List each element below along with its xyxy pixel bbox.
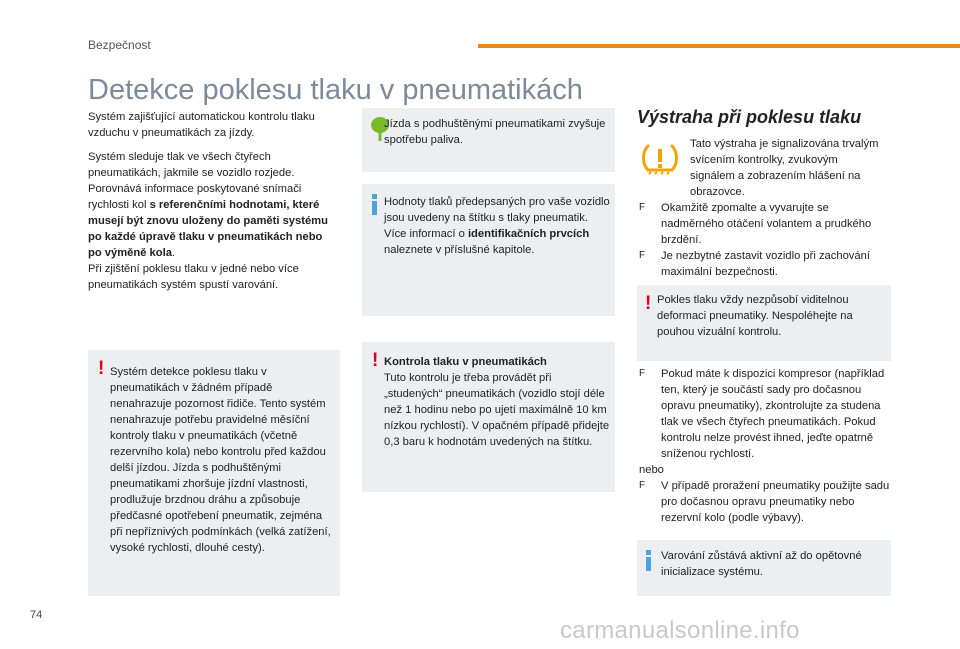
info-box-text: Hodnoty tlaků předepsaných pro vaše vozidlo jsou uvedeny na štítku s tlaky pneumatik. Více informací o identifikačních prvcích naleznete v příslušné kapitole. <box>384 196 610 256</box>
page-number: 74 <box>30 609 43 621</box>
alert-description: Tato výstraha je signalizována trvalým svícením kontrolky, zvukovým signálem a zobrazením hlášení na obrazovce. <box>690 138 879 198</box>
section-label: Bezpečnost <box>88 38 151 52</box>
alert-paragraph: Při zjištění poklesu tlaku v jedné nebo více pneumatikách systém spustí varování. <box>88 263 299 291</box>
column-1-text <box>88 109 338 301</box>
alert-heading: Výstraha při poklesu tlaku <box>637 107 862 127</box>
warning-box-driver-attention <box>88 350 340 596</box>
info-icon <box>646 550 651 572</box>
or-separator: nebo <box>639 464 664 476</box>
intro-paragraph: Systém zajišťující automatickou kontrolu tlaku vzduchu v pneumatikách za jízdy. <box>88 111 315 139</box>
exclamation-icon: ! <box>372 350 379 371</box>
bullet-marker: F <box>639 250 646 261</box>
monitoring-paragraph: Systém sleduje tlak ve všech čtyřech pneumatikách, jakmile se vozidlo rozjede. Porovnává informace poskytované snímači rychlosti kol s referenčními hodnotami, které musejí být znovu uloženy do paměti systému po každé úpravě tlaku v pneumatikách nebo po výměně kola. <box>88 151 328 259</box>
warning-box-text: Systém detekce poklesu tlaku v pneumatikách v žádném případě nenahrazuje pozornost řidiče. Tento systém nenahrazuje potřebu pravidelné měsíční kontroly tlaku v pneumatikách (včetně rezervního kola) nebo kontrolu před každou delší jízdou. Jízda s podhuštěnými pneumatikami zhoršuje jízdní vlastnosti, prodlužuje brzdnou dráhu a způsobuje předčasné opotřebení pneumatik, zejména při nepříznivých podmínkách (velká zatížení, vysoké rychlosti, dlouhé cesty). <box>110 366 331 554</box>
list-item: F Okamžitě zpomalte a vyvarujte se nadměrného otáčení volantem a prudkého brzdění. <box>639 202 872 246</box>
info-box-pressure-values <box>362 184 615 316</box>
info-icon <box>372 194 377 216</box>
reinit-info-text: Varování zůstává aktivní až do opětovné inicializace systému. <box>661 550 862 578</box>
deformation-warning-text: Pokles tlaku vždy nezpůsobí viditelnou deformaci pneumatiky. Nespoléhejte na pouhou vizuální kontrolu. <box>657 294 853 338</box>
bold-reference-values: s referenčními hodnotami, které musejí být znovu uloženy do paměti systému po každé úpravě tlaku v pneumatikách nebo po výměně kola <box>88 199 328 259</box>
bullet-marker: F <box>639 480 646 491</box>
check-pressure-title: Kontrola tlaku v pneumatikách <box>384 356 547 368</box>
eco-box <box>362 108 615 172</box>
warning-box-deformation <box>637 285 891 361</box>
info-box-reinit <box>637 540 891 596</box>
tire-pressure-warning-icon <box>640 142 680 178</box>
list-item: F Je nezbytné zastavit vozidlo při zachování maximální bezpečnosti. <box>639 250 870 278</box>
list-item: F Pokud máte k dispozici kompresor (například ten, který je součástí sady pro dočasnou opravu pneumatiky), zkontrolujte za studena tlak ve všech čtyřech pneumatikách. Pokud kontrolu nelze provést ihned, jeďte opatrně sníženou rychlostí. <box>639 368 885 460</box>
exclamation-icon: ! <box>98 358 105 379</box>
action-list-1 <box>639 200 891 280</box>
exclamation-icon: ! <box>645 293 652 314</box>
header-rule <box>478 44 960 48</box>
identification-link-text: identifikačních prvcích <box>467 228 590 240</box>
check-pressure-text: Kontrola tlaku v pneumatikách Tuto kontrolu je třeba provádět při „studených“ pneumatikách (vozidlo stojí déle než 1 hodinu nebo po ujetí maximálně 10 km nízkou rychlostí). V opačném případě přidejte 0,3 baru k hodnotám uvedených na štítku. <box>384 356 610 448</box>
check-pressure-box <box>362 342 615 492</box>
bullet-marker: F <box>639 368 646 379</box>
eco-box-text: Jízda s podhuštěnými pneumatikami zvyšuje spotřebu paliva. <box>384 118 606 146</box>
watermark: carmanualsonline.info <box>560 617 800 644</box>
list-item: F V případě proražení pneumatiky použijte sadu pro dočasnou opravu pneumatiky nebo rezervní kolo (podle výbavy). <box>639 480 890 524</box>
page-title: Detekce poklesu tlaku v pneumatikách <box>88 74 583 106</box>
action-list-2 <box>639 366 893 526</box>
bullet-marker: F <box>639 202 646 213</box>
